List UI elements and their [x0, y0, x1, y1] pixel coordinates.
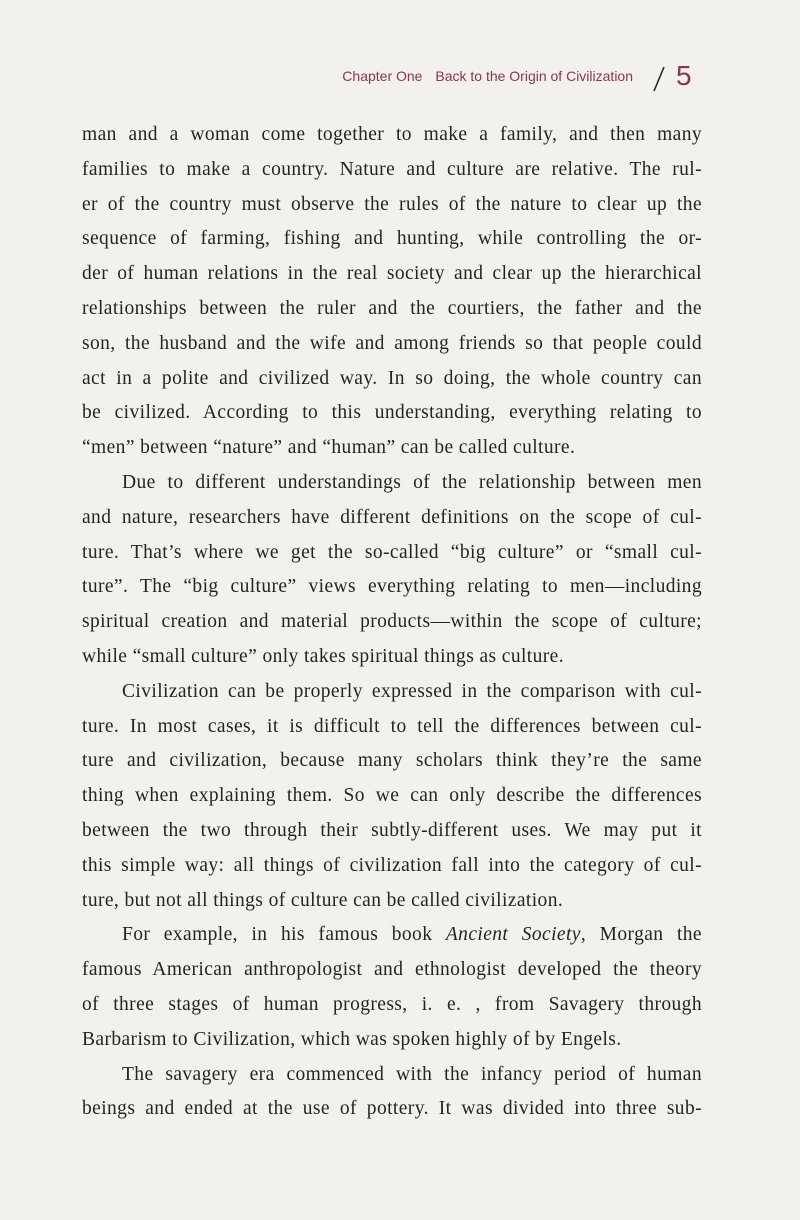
running-head-title: [342, 68, 633, 84]
text-line: between the two through their subtly-different uses. We may put it: [82, 819, 702, 841]
text-line: and nature, researchers have different definitions on the scope of cul-: [82, 506, 702, 528]
text-line: be civilized. According to this understanding, everything relating to: [82, 402, 702, 424]
text-line: of three stages of human progress, i. e. , from Savagery through: [82, 993, 702, 1015]
text-line: der of human relations in the real society and clear up the hierarchical: [82, 263, 702, 285]
text-line: ture. In most cases, it is difficult to tell the differences between cul-: [82, 715, 702, 737]
paragraph-4: [82, 918, 702, 1057]
text-line: Barbarism to Civilization, which was spoken highly of by Engels.: [82, 1028, 622, 1050]
text-line: Civilization can be properly expressed in the comparison with cul-: [122, 680, 702, 702]
text-line: The savagery era commenced with the infancy period of human: [122, 1063, 702, 1085]
book-title: Ancient Society: [445, 924, 581, 946]
text-run: For example, in his famous book: [122, 924, 446, 946]
paragraph-3: [82, 675, 702, 919]
paragraph-2: [82, 466, 702, 675]
text-line: ture and civilization, because many scholars think they’re the same: [82, 750, 702, 772]
chapter-title: Back to the Origin of Civilization: [435, 68, 633, 84]
text-line: this simple way: all things of civilization fall into the category of cul-: [82, 854, 702, 876]
paragraph-5: [82, 1058, 702, 1128]
text-line: while “small culture” only takes spiritual things as culture.: [82, 645, 564, 667]
text-line: Due to different understandings of the relationship between men: [122, 471, 702, 493]
text-line: [82, 918, 702, 953]
text-line: thing when explaining them. So we can only describe the differences: [82, 785, 702, 807]
text-line: spiritual creation and material products—within the scope of culture;: [82, 611, 702, 633]
chapter-label: Chapter One: [342, 68, 423, 84]
paragraph-1: [82, 118, 702, 466]
text-line: families to make a country. Nature and culture are relative. The rul-: [82, 158, 702, 180]
text-line: son, the husband and the wife and among friends so that people could: [82, 332, 702, 354]
text-line: act in a polite and civilized way. In so doing, the whole country can: [82, 367, 702, 389]
body-text: [82, 118, 702, 1127]
header-slash-divider: [652, 66, 666, 92]
text-line: relationships between the ruler and the courtiers, the father and the: [82, 297, 702, 319]
text-line: beings and ended at the use of pottery. It was divided into three sub-: [82, 1098, 702, 1120]
text-line: famous American anthropologist and ethnologist developed the theory: [82, 959, 702, 981]
text-line: ture, but not all things of culture can be called civilization.: [82, 889, 564, 911]
text-line: ture. That’s where we get the so-called “big culture” or “small cul-: [82, 541, 702, 563]
text-line: sequence of farming, fishing and hunting, while controlling the or-: [82, 228, 702, 250]
text-line: er of the country must observe the rules of the nature to clear up the: [82, 193, 702, 215]
running-header: [0, 60, 800, 100]
text-line: man and a woman come together to make a family, and then many: [82, 124, 702, 145]
text-run: , Morgan the: [580, 924, 702, 946]
text-line: ture”. The “big culture” views everything relating to men—including: [82, 576, 702, 598]
page-number: 5: [676, 60, 692, 91]
text-line: “men” between “nature” and “human” can be called culture.: [82, 437, 576, 459]
